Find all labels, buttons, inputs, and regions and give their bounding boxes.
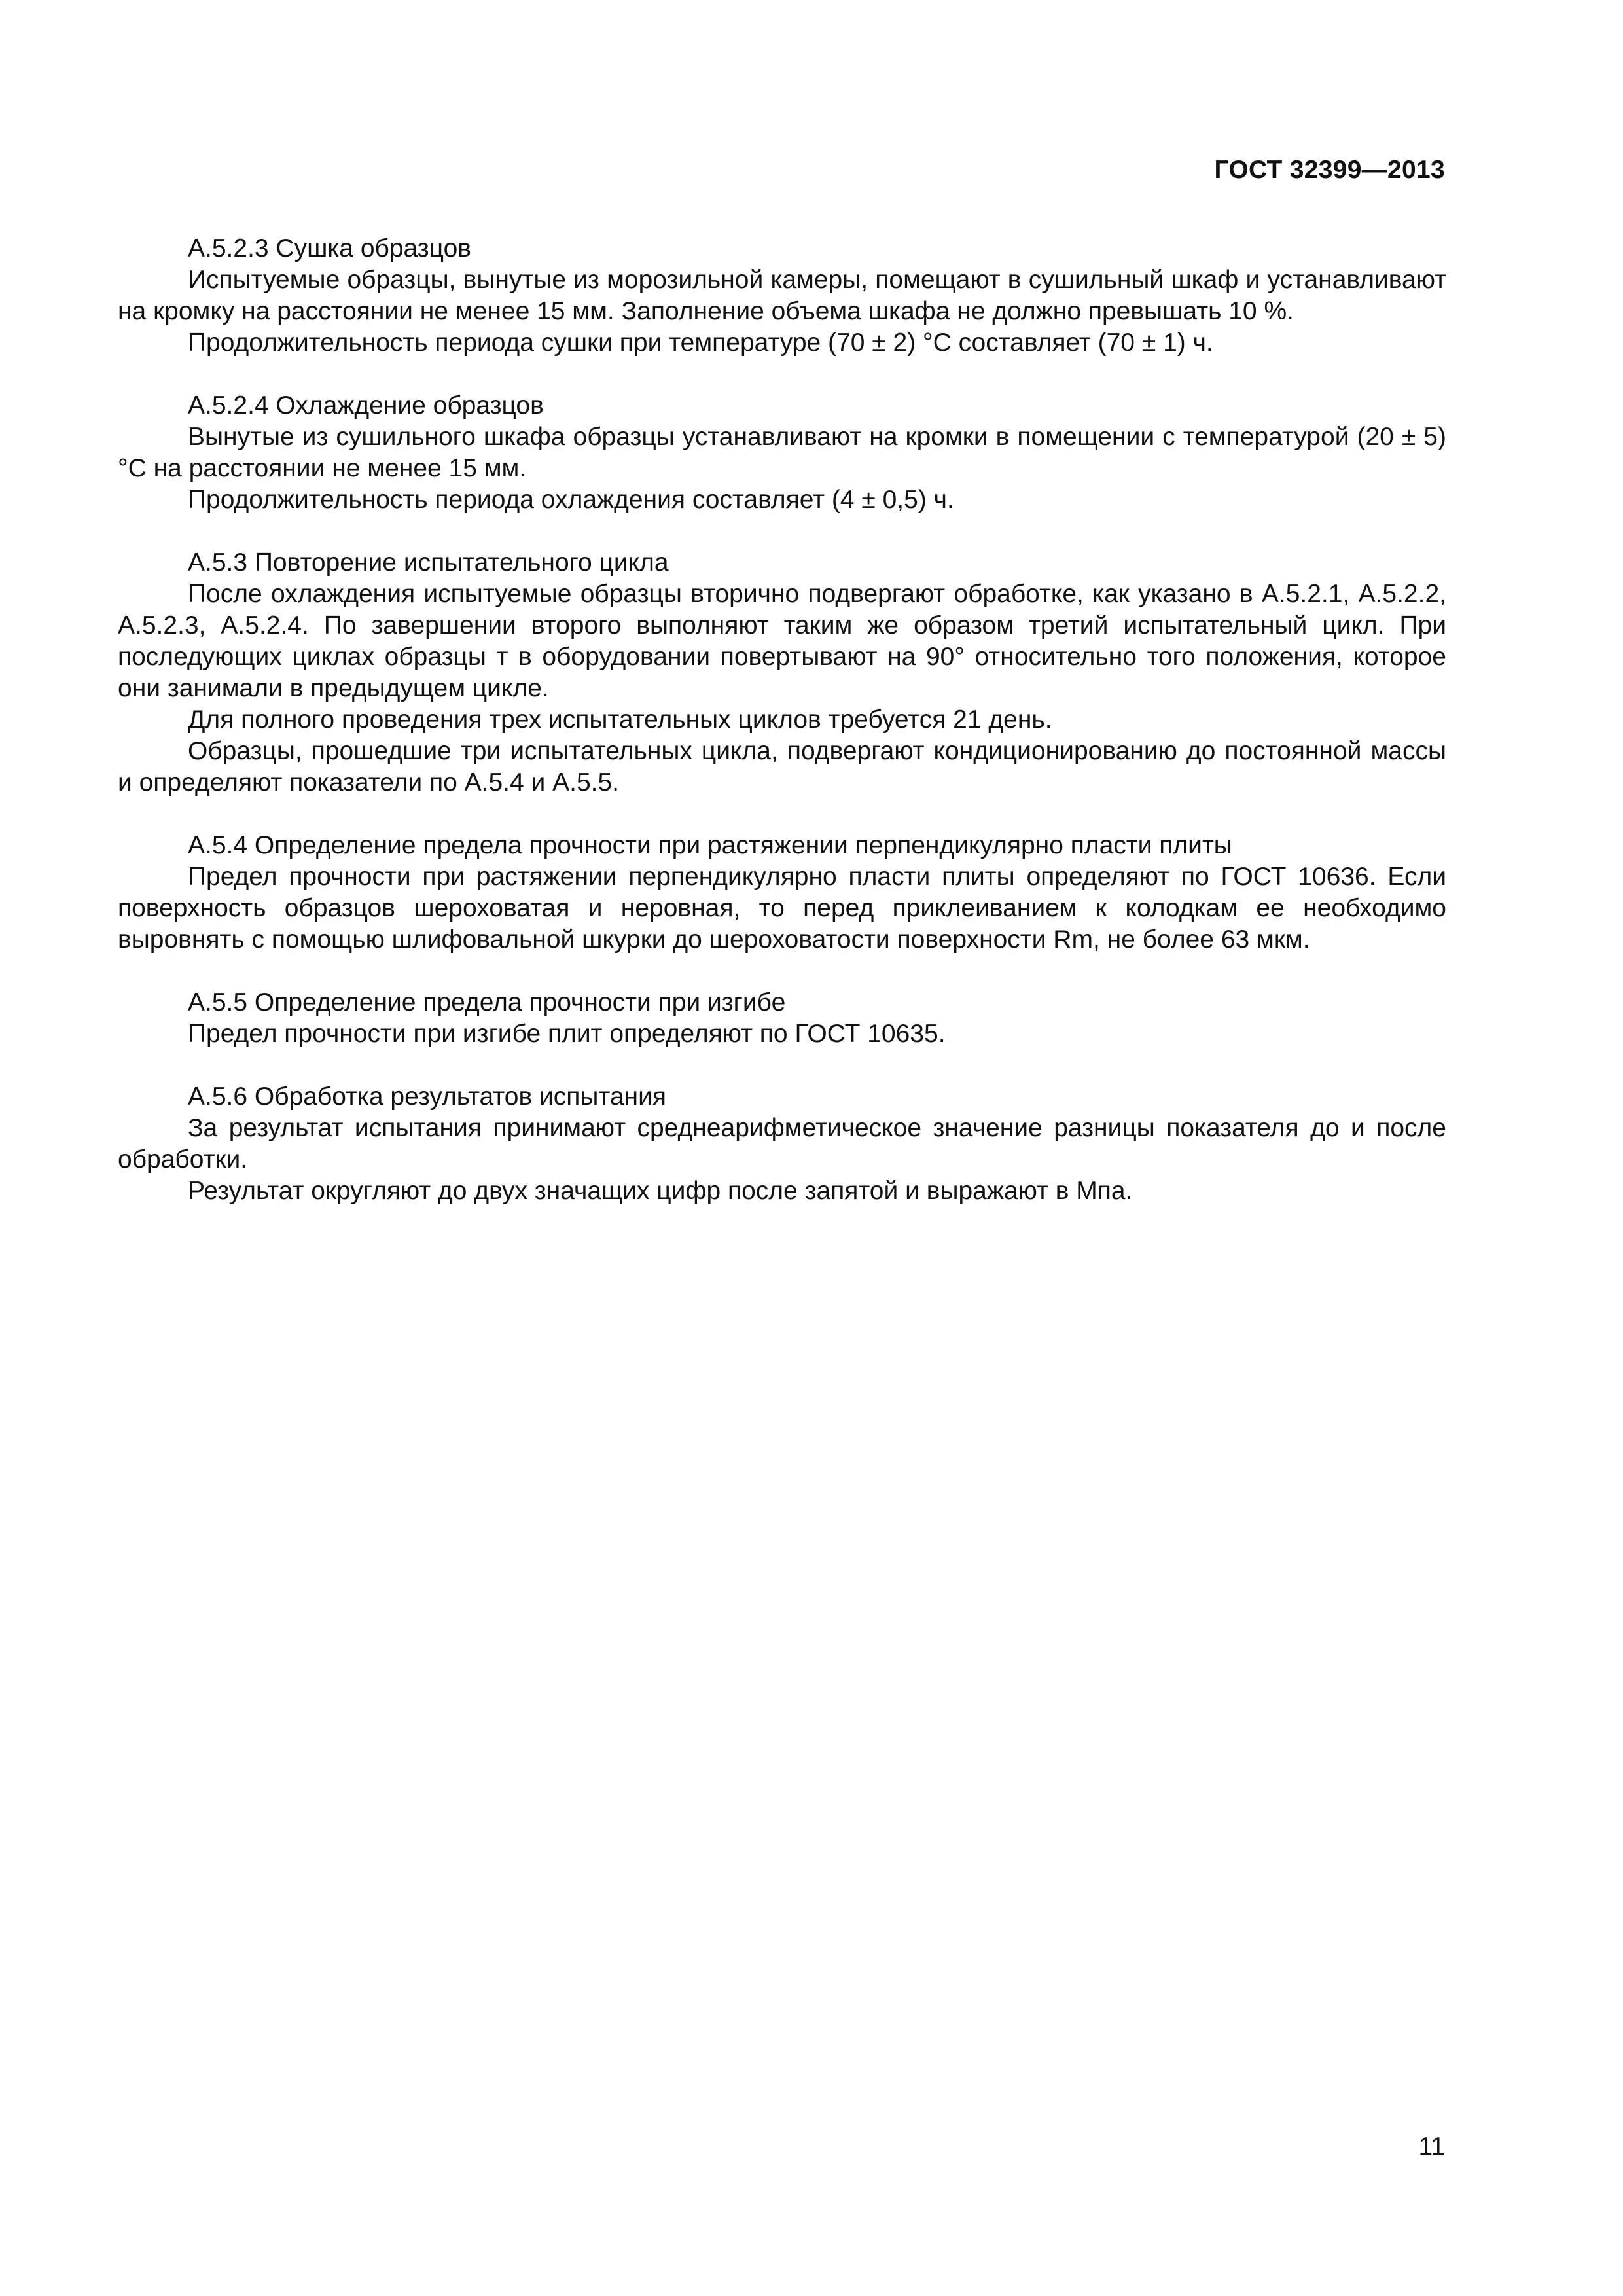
section-a-5-2-3-drying [118, 233, 1446, 359]
section-a-5-4-tensile-strength [118, 830, 1446, 956]
section-heading: А.5.5 Определение предела прочности при изгибе [188, 988, 786, 1016]
paragraph: Результат округляют до двух значащих цифр после запятой и выражают в Мпа. [188, 1177, 1133, 1205]
paragraph: Предел прочности при изгибе плит определяют по ГОСТ 10635. [188, 1020, 946, 1048]
paragraph: Образцы, прошедшие три испытательных цикла, подвергают кондиционированию до постоянной массы и определяют показатели по А.5.4 и А.5.5. [118, 737, 1446, 797]
section-heading: А.5.2.4 Охлаждение образцов [188, 391, 544, 420]
paragraph: Для полного проведения трех испытательных циклов требуется 21 день. [188, 706, 1052, 734]
document-body [118, 233, 1446, 1207]
section-a-5-3-cycle-repetition [118, 547, 1446, 798]
section-heading: А.5.3 Повторение испытательного цикла [188, 548, 669, 577]
paragraph: Продолжительность периода сушки при температуре (70 ± 2) °С составляет (70 ± 1) ч. [188, 329, 1213, 357]
section-heading: А.5.2.3 Сушка образцов [188, 234, 471, 262]
section-a-5-6-results-processing [118, 1081, 1446, 1207]
section-a-5-2-4-cooling [118, 390, 1446, 516]
section-heading: А.5.6 Обработка результатов испытания [188, 1083, 666, 1111]
paragraph: Предел прочности при растяжении перпендикулярно пласти плиты определяют по ГОСТ 10636. Если поверхность образцов шероховатая и неровная, то перед приклеиванием к колодкам ее необходимо выровнять с помощью шлифовальной шкурки до шероховатости поверхности Rm, не более 63 мкм. [118, 863, 1446, 954]
paragraph: Испытуемые образцы, вынутые из морозильной камеры, помещают в сушильный шкаф и устанавливают на кромку на расстоянии не менее 15 мм. Заполнение объема шкафа не должно превышать 10 %. [118, 266, 1446, 325]
paragraph: После охлаждения испытуемые образцы вторично подвергают обработке, как указано в А.5.2.1, А.5.2.2, А.5.2.3, А.5.2.4. По завершении второго выполняют таким же образом третий испытательный цикл. При последующих циклах образцы т в оборудовании повертывают на 90° относительно того положения, которое они занимали в предыдущем цикле. [118, 580, 1446, 702]
page-number: 11 [1418, 2132, 1445, 2161]
document-number: ГОСТ 32399—2013 [1214, 156, 1445, 184]
paragraph: Вынутые из сушильного шкафа образцы устанавливают на кромки в помещении с температурой (20 ± 5) °С на расстоянии не менее 15 мм. [118, 423, 1446, 482]
section-a-5-5-bending-strength [118, 987, 1446, 1050]
paragraph: За результат испытания принимают среднеарифметическое значение разницы показателя до и после обработки. [118, 1114, 1446, 1174]
paragraph: Продолжительность периода охлаждения составляет (4 ± 0,5) ч. [188, 486, 954, 514]
section-heading: А.5.4 Определение предела прочности при растяжении перпендикулярно пласти плиты [188, 831, 1232, 859]
